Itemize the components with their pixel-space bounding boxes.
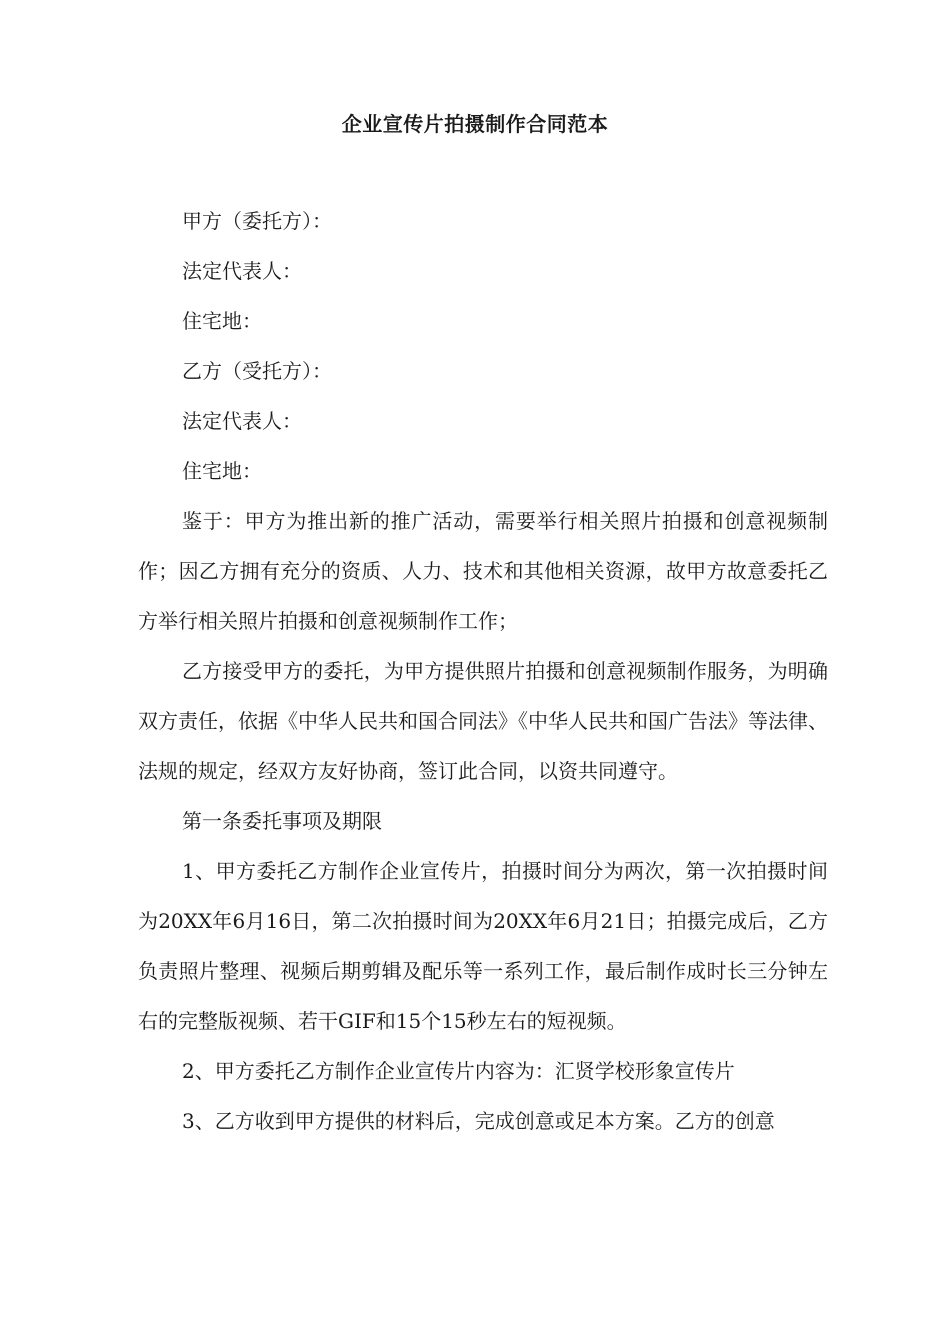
agreement-paragraph: 乙方接受甲方的委托，为甲方提供照片拍摄和创意视频制作服务，为明确双方责任，依据《中华人民共和国合同法》《中华人民共和国广告法》等法律、法规的规定，经双方友好协商，签订此合同，以资共同遵守。 — [138, 659, 828, 783]
party-a-line: 甲方（委托方）： — [182, 209, 332, 233]
article-one-heading: 第一条委托事项及期限 — [182, 809, 382, 833]
party-b-representative-line: 法定代表人： — [182, 409, 302, 433]
document-title: 企业宣传片拍摄制作合同范本 — [341, 112, 609, 136]
article-one-clause-2: 2、甲方委托乙方制作企业宣传片内容为：汇贤学校形象宣传片 — [182, 1059, 735, 1083]
party-b-address-line: 住宅地： — [182, 459, 262, 483]
article-one-clause-3: 3、乙方收到甲方提供的材料后，完成创意或足本方案。乙方的创意 — [182, 1109, 775, 1133]
preamble-paragraph: 鉴于：甲方为推出新的推广活动，需要举行相关照片拍摄和创意视频制作；因乙方拥有充分的资质、人力、技术和其他相关资源，故甲方故意委托乙方举行相关照片拍摄和创意视频制作工作； — [138, 509, 828, 633]
document-body — [138, 196, 828, 1146]
party-b-line: 乙方（受托方）： — [182, 359, 332, 383]
party-a-representative-line: 法定代表人： — [182, 259, 302, 283]
article-one-clause-1: 1、甲方委托乙方制作企业宣传片，拍摄时间分为两次，第一次拍摄时间为20XX年6月16日，第二次拍摄时间为20XX年6月21日；拍摄完成后，乙方负责照片整理、视频后期剪辑及配乐等一系列工作，最后制作成时长三分钟左右的完整版视频、若干GIF和15个15秒左右的短视频。 — [138, 859, 828, 1033]
party-a-address-line: 住宅地： — [182, 309, 262, 333]
